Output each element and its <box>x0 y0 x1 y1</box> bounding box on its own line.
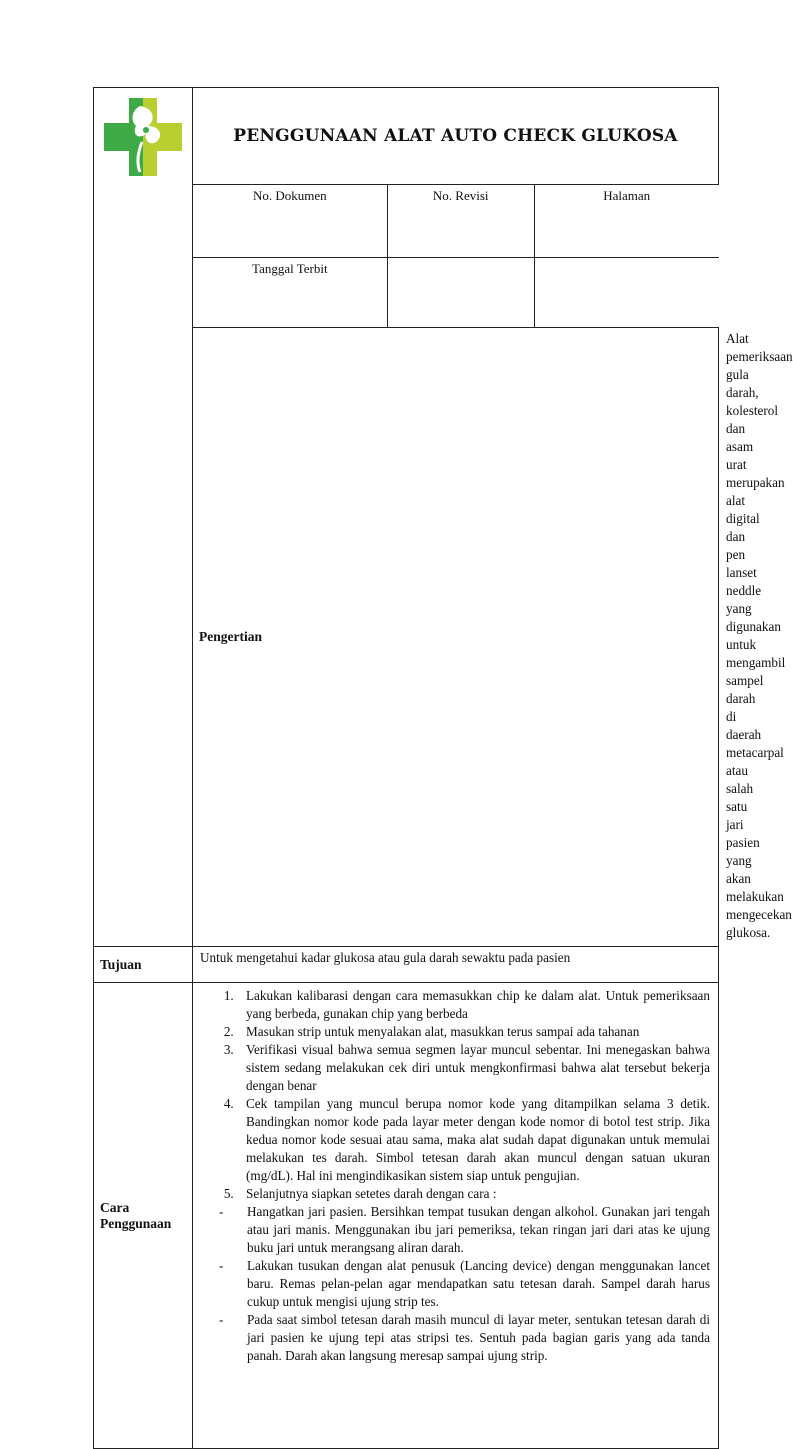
tujuan-text: Untuk mengetahui kadar glukosa atau gula darah sewaktu pada pasien <box>193 947 719 983</box>
step-item: 1. Lakukan kalibarasi dengan cara memasukkan chip ke dalam alat. Untuk pemeriksaan yang berbeda, gunakan chip yang berbeda <box>237 987 710 1023</box>
dash-bullet: - <box>219 1312 224 1327</box>
tujuan-label: Tujuan <box>94 947 193 983</box>
sub-step-item <box>219 1257 710 1311</box>
sub-step-text: Hangatkan jari pasien. Bersihkan tempat tusukan dengan alkohol. Gunakan jari tengah atau jari manis. Menggunakan ibu jari pemeriksa, tekan ringan jari dari atas ke ujung buku jari untuk merangsang aliran darah. <box>247 1204 710 1255</box>
step-item <box>219 1185 710 1365</box>
sub-step-item <box>219 1311 710 1365</box>
halaman-label: Halaman <box>534 185 718 258</box>
title-cell <box>193 88 719 185</box>
steps-list <box>193 987 710 1365</box>
document-title: PENGGUNAAN ALAT AUTO CHECK GLUKOSA <box>233 126 678 146</box>
pengertian-label: Pengertian <box>193 328 719 947</box>
step-item: 2. Masukan strip untuk menyalakan alat, masukkan terus sampai ada tahanan <box>237 1023 710 1041</box>
sop-document <box>93 87 793 1449</box>
no-dokumen-label: No. Dokumen <box>193 185 387 258</box>
sub-step-item <box>219 1203 710 1257</box>
cara-penggunaan-label <box>94 983 193 1449</box>
step-item: 3. Verifikasi visual bahwa semua segmen layar muncul sebentar. Ini menegaskan bahwa sistem sedang melakukan cek diri untuk mengkonfirmasi bahwa alat tersebut bekerja dengan benar <box>237 1041 710 1095</box>
health-cross-logo <box>102 96 184 178</box>
sub-steps-list <box>219 1203 710 1365</box>
logo-cell <box>94 88 193 947</box>
blank-cell <box>534 258 718 328</box>
sub-step-text: Pada saat simbol tetesan darah masih muncul di layar meter, sentukan tetesan darah di jari pasien ke ujung tepi atas stripsi tes. Sentuh pada bagian garis yang ada tanda panah. Darah akan langsung meresap sampai ujung strip. <box>247 1312 710 1363</box>
dash-bullet: - <box>219 1204 224 1219</box>
meta-cell <box>193 185 719 328</box>
sop-table: PENGGUNAAN ALAT AUTO CHECK GLUKOSA No. Dokumen No. Revisi Halaman Tanggal Terbit Pengertian Alat pemeriksaan gula darah, kolesterol dan asam urat merupakan alat digital dan pen lanset neddle yang digunakan untuk mengambil sampel darah di daerah metacarpal atau salah satu jari pasien yang akan melakukan mengecekan glukosa. Tujuan Untuk mengetahui kadar glukosa atau gula darah sewaktu pada pasien Cara Penggunaan 1. Lakukan kalibarasi dengan cara memasukkan chip ke dalam alat. Untuk pemeriksaan yang berbeda, gunakan chip yang berbeda 2. Masukan strip untuk menyalakan alat, masukkan terus sampai ada tahanan 3. Verifikasi visual bahwa semua segmen layar muncul sebentar. Ini menegaskan bahwa sistem sedang melakukan cek diri untuk mengkonfirmasi bahwa alat tersebut bekerja dengan benar 4. Cek tampilan yang muncul berupa nomor kode yang ditampilkan selama 3 detik. Bandingkan nomor kode pada layar meter dengan kode nomor di botol test strip. Jika kedua nomor kode sesuai atau sama, maka alat sudah dapat digunakan untuk memulai melakukan tes darah. Simbol tetesan darah akan muncul dengan satuan ukuran (mg/dL). Hal ini mengindikasikan sistem siap untuk pengujian. 5. Selanjutnya siapkan setetes darah dengan cara : - Hangatkan jari pasien. Bersihkan tempat tusukan dengan alkohol. Gunakan jari tengah atau jari manis. Menggunakan ibu jari pemeriksa, tekan ringan jari dari atas ke ujung buku jari untuk merangsang aliran darah. - Lakukan tusukan dengan alat penusuk (Lancing device) dengan menggunakan lancet baru. Remas pelan-pelan agar mendapatkan satu tetesan darah. Sampel darah harus cukup untuk mengisi ujung strip tes. - Pada saat simbol tetesan darah masih muncul di layar meter, sentukan tetesan darah di jari pasien ke ujung tepi atas stripsi tes. Sentuh pada bagian garis yang ada tanda panah. Darah akan langsung meresap sampai ujung strip. <box>93 87 719 1449</box>
cara-label-line1: Cara <box>100 1199 130 1215</box>
no-revisi-label: No. Revisi <box>387 185 534 258</box>
tanggal-terbit-label: Tanggal Terbit <box>193 258 387 328</box>
meta-table <box>193 185 719 327</box>
sub-step-text: Lakukan tusukan dengan alat penusuk (Lancing device) dengan menggunakan lancet baru. Remas pelan-pelan agar mendapatkan satu tetesan darah. Sampel darah harus cukup untuk mengisi ujung strip tes. <box>247 1258 710 1309</box>
tanggal-terbit-value <box>387 258 534 328</box>
cara-penggunaan-content <box>193 983 719 1449</box>
dash-bullet: - <box>219 1258 224 1273</box>
step-5-text: Selanjutnya siapkan setetes darah dengan cara : <box>246 1186 497 1201</box>
step-item: 4. Cek tampilan yang muncul berupa nomor kode yang ditampilkan selama 3 detik. Bandingkan nomor kode pada layar meter dengan kode nomor di botol test strip. Jika kedua nomor kode sesuai atau sama, maka alat sudah dapat digunakan untuk memulai melakukan tes darah. Simbol tetesan darah akan muncul dengan satuan ukuran (mg/dL). Hal ini mengindikasikan sistem siap untuk pengujian. <box>237 1095 710 1185</box>
cara-label-line2: Penggunaan <box>100 1215 172 1231</box>
